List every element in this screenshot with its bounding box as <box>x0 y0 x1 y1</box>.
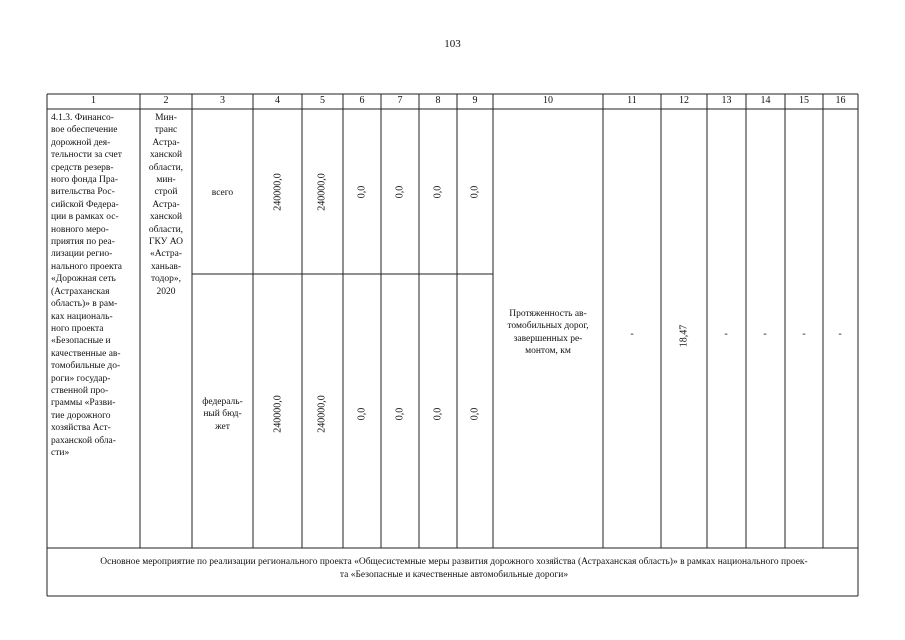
col14-value: - <box>763 328 767 340</box>
measure-executor: Мин- транс Астра- ханской области, мин- строй Астра- ханской области, ГКУ АО «Астра- ханьав- тодор», 2020 <box>148 113 184 297</box>
indicator-name: Протяженность ав- томобильных дорог, завершенных ре- монтом, км <box>507 309 589 357</box>
col-header-9: 9 <box>472 95 478 106</box>
col-header-2: 2 <box>163 95 169 106</box>
col15-value: - <box>802 328 806 340</box>
col-header-3: 3 <box>220 95 225 106</box>
row-federal-col9: 0,0 <box>469 407 481 421</box>
row-federal-col8: 0,0 <box>432 407 444 421</box>
col-header-13: 13 <box>721 95 732 106</box>
row-federal-col5: 240000,0 <box>316 395 328 433</box>
col-header-4: 4 <box>275 95 280 106</box>
col-header-15: 15 <box>799 95 809 106</box>
page-number: 103 <box>444 38 461 50</box>
col-header-10: 10 <box>543 95 553 106</box>
row-total-col7: 0,0 <box>394 185 406 199</box>
row-federal-col4: 240000,0 <box>272 395 284 433</box>
row-federal-col7: 0,0 <box>394 407 406 421</box>
main-activity-row: Основное мероприятие по реализации регионального проекта «Общесистемные меры развития дорожного хозяйства (Астраханская область)» в рамках национального проек- та «Безопасные и качественные автомобильные дороги» <box>100 557 808 580</box>
col12-value: 18,47 <box>678 324 690 348</box>
col-header-5: 5 <box>320 95 325 106</box>
col-header-8: 8 <box>435 95 441 106</box>
col-header-14: 14 <box>760 95 771 106</box>
row-total-col4: 240000,0 <box>272 173 284 211</box>
row-total-col8: 0,0 <box>432 185 444 199</box>
col-header-12: 12 <box>679 95 689 106</box>
measure-description: 4.1.3. Финансо- вое обеспечение дорожной дея- тельности за счет средств резерв- ного фонда Пра- вительства Рос- сийской Федера- ции в рамках ос- новного меро- приятия по реа- лизации регио- нального проекта «Дорожная сеть (Астраханская область)» в рам- ках националь- ного проекта «Безопасные и качественные ав- томобильные до- роги» государ- ственной про- граммы «Разви- тие дорожного хозяйства Аст- раханской обла- сти» <box>51 113 122 458</box>
col13-value: - <box>724 328 728 340</box>
funding-source-total: всего <box>211 188 234 198</box>
row-total-col6: 0,0 <box>356 185 368 199</box>
col-header-7: 7 <box>397 95 403 106</box>
row-federal-col6: 0,0 <box>356 407 368 421</box>
col11-value: - <box>630 328 634 340</box>
col-header-6: 6 <box>359 95 365 106</box>
row-total-col9: 0,0 <box>469 185 481 199</box>
col16-value: - <box>838 328 842 340</box>
row-total-col5: 240000,0 <box>316 173 328 211</box>
col-header-11: 11 <box>627 95 637 106</box>
col-header-1: 1 <box>91 95 96 106</box>
col-header-16: 16 <box>835 95 846 106</box>
funding-source-federal: федераль- ный бюд- жет <box>202 397 243 432</box>
